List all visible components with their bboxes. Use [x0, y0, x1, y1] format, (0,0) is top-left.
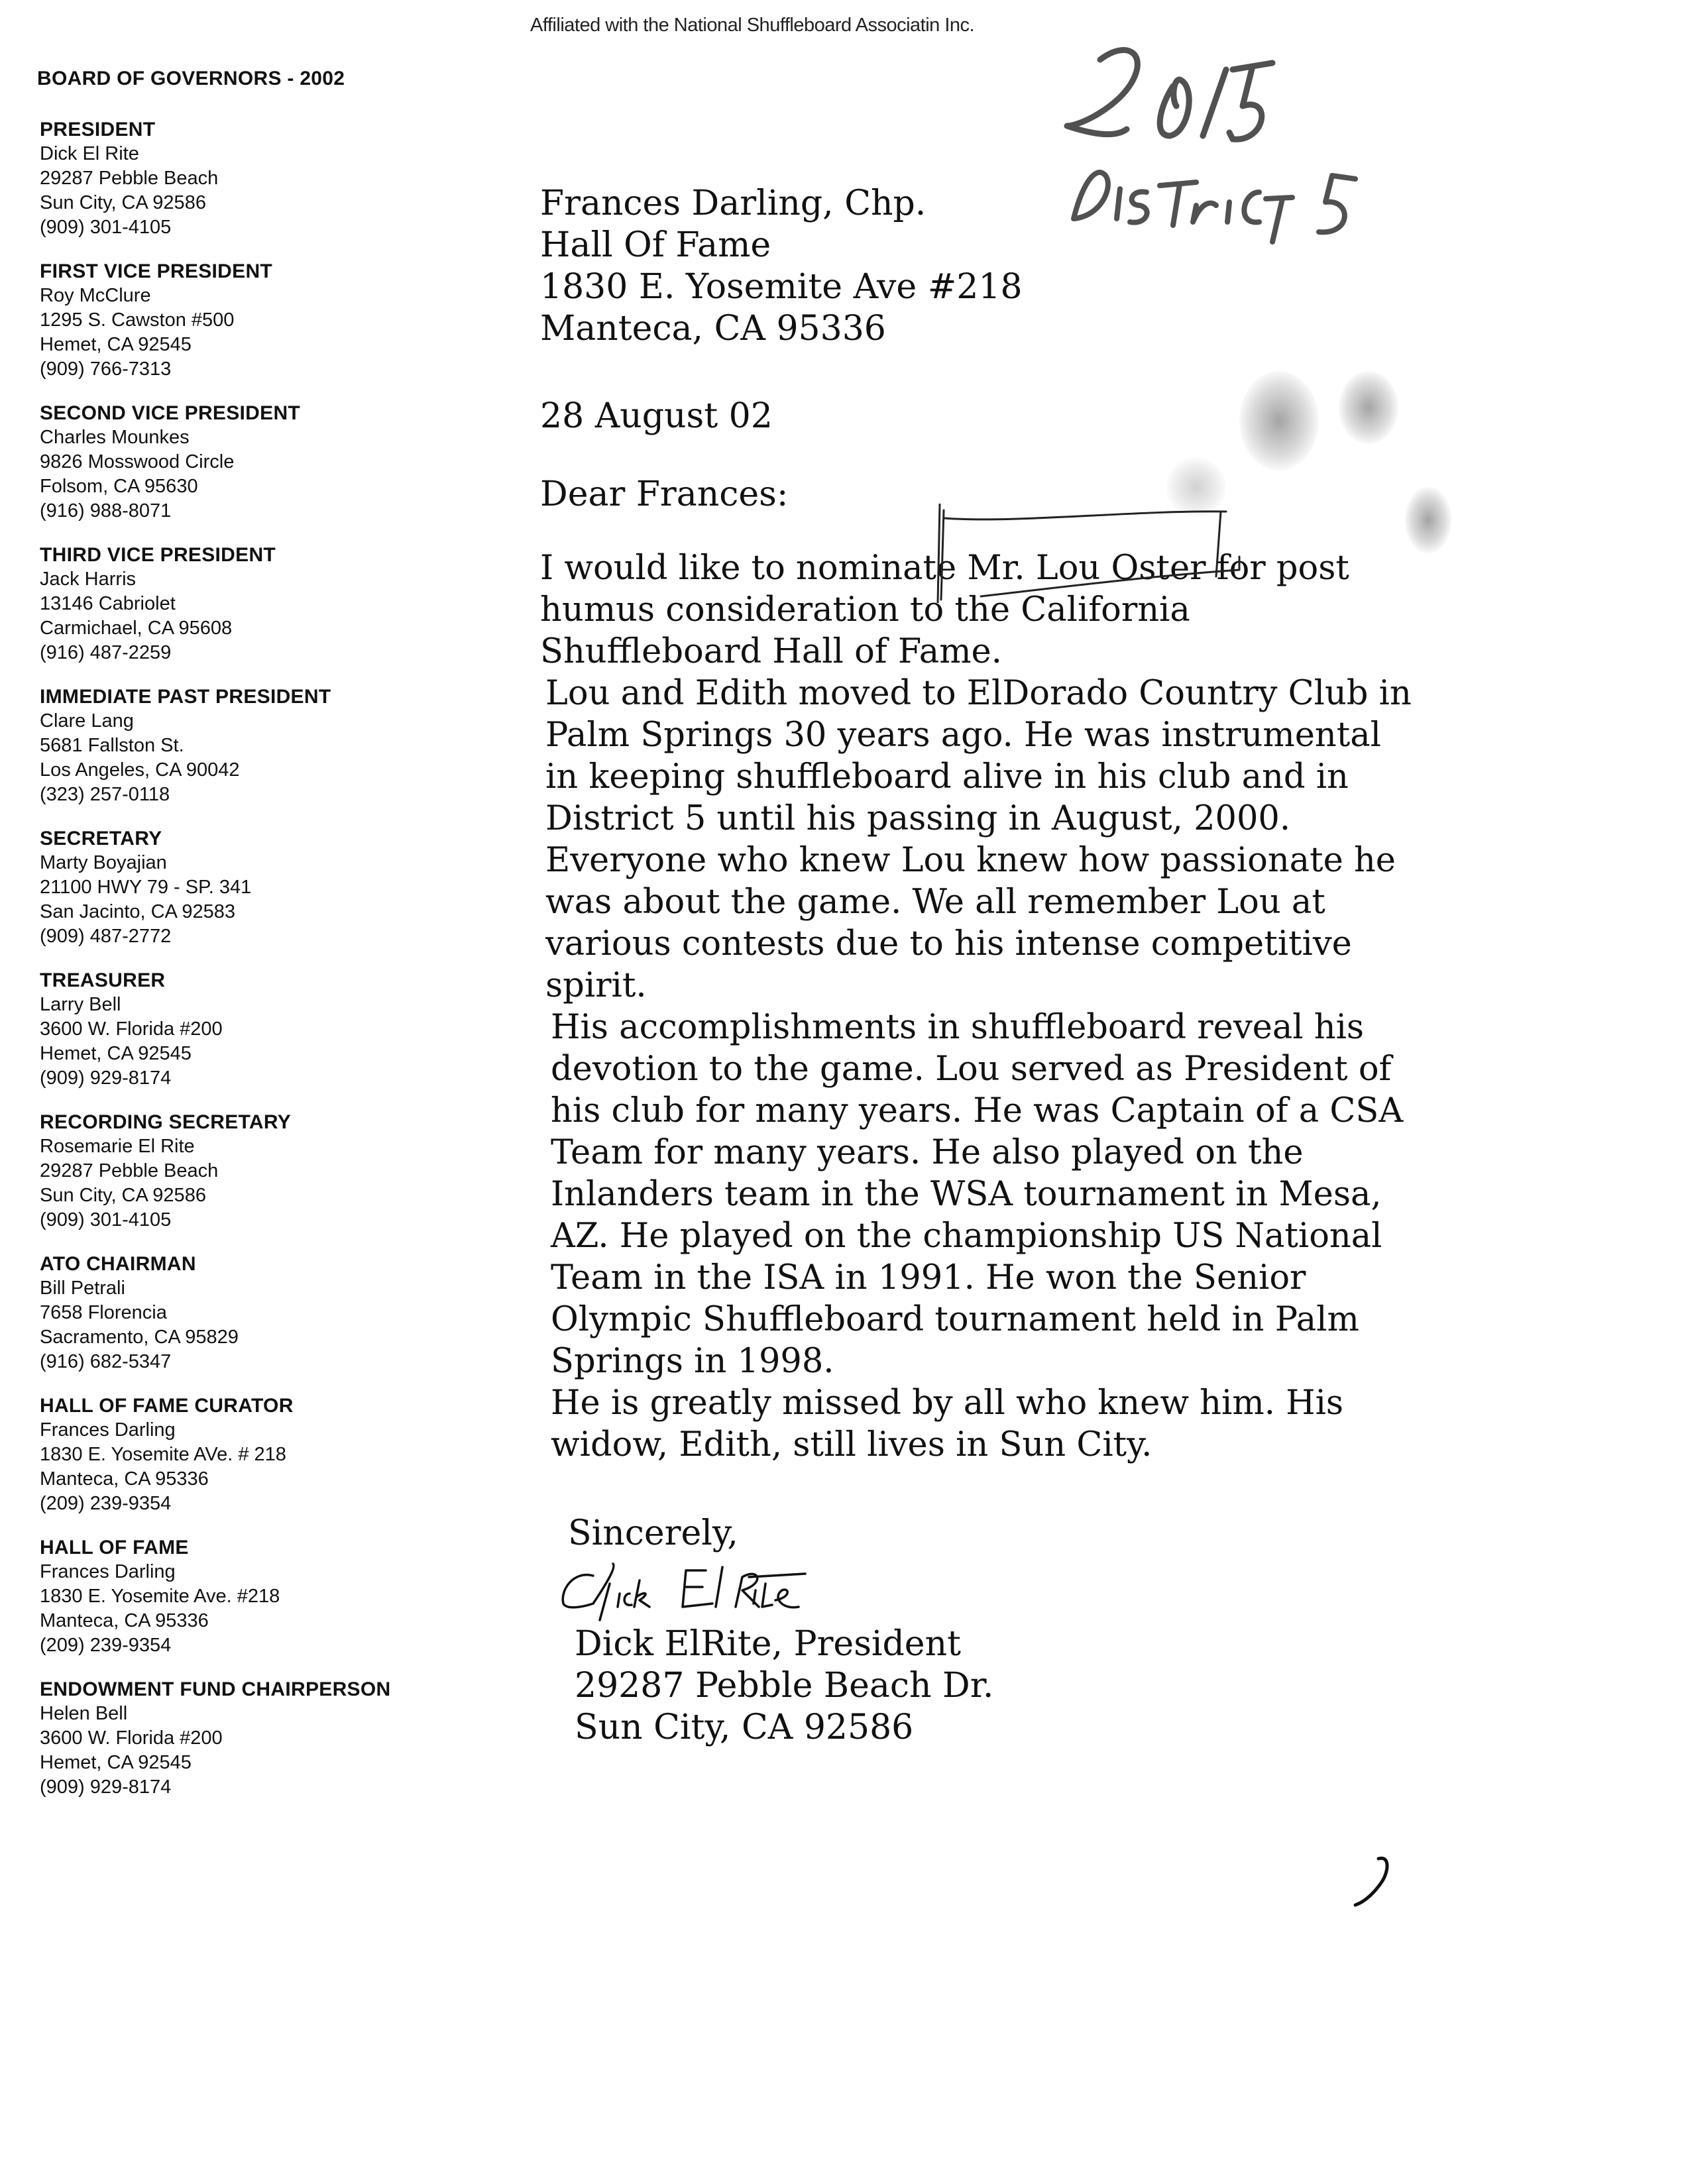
letter-body	[540, 547, 1428, 1466]
officer-role: SECOND VICE PRESIDENT	[40, 402, 301, 424]
officer-list	[37, 118, 448, 1800]
officer-address-street: 1830 E. Yosemite AVe. # 218	[40, 1444, 286, 1465]
officer-name: Helen Bell	[40, 1703, 128, 1724]
body-line: his club for many years. He was Captain of a CSA	[551, 1091, 1404, 1130]
handwritten-page-mark	[1352, 1852, 1405, 1915]
officer-address-street: 1830 E. Yosemite Ave. #218	[40, 1586, 280, 1607]
recipient-block	[540, 183, 1468, 350]
body-line: Olympic Shuffleboard tournament held in Palm	[551, 1300, 1359, 1339]
body-line: AZ. He played on the championship US National	[551, 1217, 1382, 1256]
closing: Sincerely,	[568, 1513, 738, 1553]
officer-phone: (916) 988-8071	[40, 500, 172, 521]
signer-street: 29287 Pebble Beach Dr.	[575, 1666, 994, 1706]
officer-phone: (209) 239-9354	[40, 1635, 172, 1656]
officer-name: Larry Bell	[40, 994, 121, 1015]
officer-phone: (916) 682-5347	[40, 1351, 172, 1372]
officer-role: HALL OF FAME CURATOR	[40, 1395, 294, 1417]
officer-name: Roy McClure	[40, 285, 151, 306]
officer-address-city: Sun City, CA 92586	[40, 192, 206, 213]
signature	[553, 1557, 1468, 1623]
recipient-org: Hall Of Fame	[540, 225, 771, 265]
body-line: devotion to the game. Lou served as President of	[551, 1050, 1392, 1089]
officer-entry	[37, 118, 448, 240]
page-mark-text: 2	[1352, 1852, 1353, 1853]
officer-role: SECRETARY	[40, 828, 162, 849]
board-title: BOARD OF GOVERNORS - 2002	[37, 68, 345, 89]
body-line: He is greatly missed by all who knew him. His	[551, 1384, 1344, 1423]
officer-phone: (909) 929-8174	[40, 1776, 172, 1798]
officer-entry	[37, 969, 448, 1091]
officer-address-city: Hemet, CA 92545	[40, 334, 192, 355]
officer-entry	[37, 260, 448, 382]
officer-entry	[37, 685, 448, 807]
officer-phone: (909) 929-8174	[40, 1067, 172, 1089]
officer-address-city: Hemet, CA 92545	[40, 1752, 192, 1773]
officer-name: Marty Boyajian	[40, 852, 167, 873]
officer-address-street: 13146 Cabriolet	[40, 593, 176, 614]
recipient-street: 1830 E. Yosemite Ave #218	[540, 267, 1023, 307]
officer-role: IMMEDIATE PAST PRESIDENT	[40, 686, 331, 708]
officer-address-street: 7658 Florencia	[40, 1302, 167, 1323]
recipient-name: Frances Darling, Chp.	[540, 184, 927, 223]
officer-phone: (909) 766-7313	[40, 358, 172, 380]
body-line: District 5 until his passing in August, 2000.	[545, 799, 1291, 838]
officer-address-city: San Jacinto, CA 92583	[40, 901, 236, 922]
officer-address-street: 29287 Pebble Beach	[40, 1160, 219, 1181]
handwritten-year-icon	[1054, 33, 1319, 152]
officer-address-street: 3600 W. Florida #200	[40, 1727, 223, 1749]
officer-name: Jack Harris	[40, 569, 137, 590]
officer-role: THIRD VICE PRESIDENT	[40, 544, 276, 566]
page-mark-icon	[1352, 1852, 1405, 1912]
officer-name: Dick El Rite	[40, 143, 139, 164]
officer-address-city: Sacramento, CA 95829	[40, 1327, 239, 1348]
body-line: Team for many years. He also played on the	[551, 1133, 1304, 1172]
body-line: in keeping shuffleboard alive in his club and in	[545, 757, 1349, 796]
officer-role: FIRST VICE PRESIDENT	[40, 260, 273, 282]
officer-name: Charles Mounkes	[40, 427, 190, 448]
handdrawn-box-icon	[934, 504, 1253, 603]
officer-name: Clare Lang	[40, 710, 134, 732]
officer-phone: (909) 301-4105	[40, 217, 172, 238]
officer-address-city: Los Angeles, CA 90042	[40, 759, 240, 781]
body-line: widow, Edith, still lives in Sun City.	[551, 1425, 1152, 1464]
officer-role: ATO CHAIRMAN	[40, 1253, 196, 1275]
affiliation-header: Affiliated with the National Shuffleboard Associatin Inc.	[530, 15, 975, 36]
signature-icon	[553, 1557, 1017, 1623]
handwritten-year-text: 2015	[1054, 33, 1055, 34]
body-line: was about the game. We all remember Lou at	[545, 883, 1325, 922]
handdrawn-name-box	[934, 504, 1253, 606]
body-line: Lou and Edith moved to ElDorado Country Club in	[545, 674, 1412, 713]
officer-role: TREASURER	[40, 969, 166, 991]
officer-address-street: 5681 Fallston St.	[40, 735, 184, 756]
officer-address-city: Manteca, CA 95336	[40, 1610, 209, 1631]
letter-date: 28 August 02	[540, 396, 773, 436]
body-line: spirit.	[545, 966, 647, 1005]
body-line: Inlanders team in the WSA tournament in Mesa,	[551, 1175, 1382, 1214]
officer-address-city: Folsom, CA 95630	[40, 476, 198, 497]
officer-role: RECORDING SECRETARY	[40, 1111, 292, 1133]
signature-text: Dick ElRite	[553, 1557, 557, 1558]
body-line: Palm Springs 30 years ago. He was instrumental	[545, 716, 1381, 755]
officer-address-city: Carmichael, CA 95608	[40, 618, 233, 639]
body-line: Everyone who knew Lou knew how passionate he	[545, 841, 1396, 880]
officer-name: Rosemarie El Rite	[40, 1136, 195, 1157]
body-line: various contests due to his intense competitive	[545, 924, 1352, 963]
officer-address-street: 21100 HWY 79 - SP. 341	[40, 877, 252, 898]
body-line: humus consideration to the California	[540, 590, 1190, 629]
officer-role: HALL OF FAME	[40, 1537, 189, 1558]
officer-address-street: 1295 S. Cawston #500	[40, 309, 235, 331]
body-line: Springs in 1998.	[551, 1342, 834, 1381]
salutation: Dear Frances:	[540, 474, 789, 514]
signer-block	[540, 1623, 1468, 1749]
officer-entry	[37, 543, 448, 665]
officer-entry	[37, 1111, 448, 1232]
signer-name: Dick ElRite, President	[575, 1624, 961, 1664]
officer-name: Bill Petrali	[40, 1278, 125, 1299]
officer-entry	[37, 827, 448, 949]
signer-city: Sun City, CA 92586	[575, 1708, 914, 1747]
officer-role: ENDOWMENT FUND CHAIRPERSON	[40, 1678, 391, 1700]
officer-address-street: 3600 W. Florida #200	[40, 1018, 223, 1040]
officer-name: Frances Darling	[40, 1419, 176, 1441]
officer-address-city: Manteca, CA 95336	[40, 1468, 209, 1490]
officer-entry	[37, 1678, 448, 1800]
body-line: I would like to nominate Mr. Lou Oster for post	[540, 549, 1349, 588]
body-line: Shuffleboard Hall of Fame.	[540, 632, 1002, 671]
officer-name: Frances Darling	[40, 1561, 176, 1582]
body-line: Team in the ISA in 1991. He won the Senior	[551, 1258, 1306, 1297]
body-line: His accomplishments in shuffleboard reveal his	[551, 1008, 1365, 1047]
officer-entry	[37, 1252, 448, 1374]
handwritten-district-text: DISTRICT 5	[1054, 152, 1058, 153]
letter	[540, 183, 1468, 1749]
officer-address-city: Hemet, CA 92545	[40, 1043, 192, 1064]
officer-phone: (916) 487-2259	[40, 642, 172, 663]
officer-role: PRESIDENT	[40, 119, 156, 140]
board-of-governors-sidebar	[37, 68, 448, 1820]
officer-address-street: 29287 Pebble Beach	[40, 168, 219, 189]
officer-phone: (909) 301-4105	[40, 1209, 172, 1230]
officer-phone: (909) 487-2772	[40, 926, 172, 947]
handwritten-year-annotation	[1054, 33, 1319, 156]
officer-phone: (209) 239-9354	[40, 1493, 172, 1514]
officer-address-street: 9826 Mosswood Circle	[40, 451, 235, 472]
officer-address-city: Sun City, CA 92586	[40, 1185, 206, 1206]
officer-entry	[37, 1394, 448, 1516]
officer-phone: (323) 257-0118	[40, 784, 170, 805]
recipient-city: Manteca, CA 95336	[540, 309, 886, 349]
officer-entry	[37, 402, 448, 523]
officer-entry	[37, 1536, 448, 1658]
